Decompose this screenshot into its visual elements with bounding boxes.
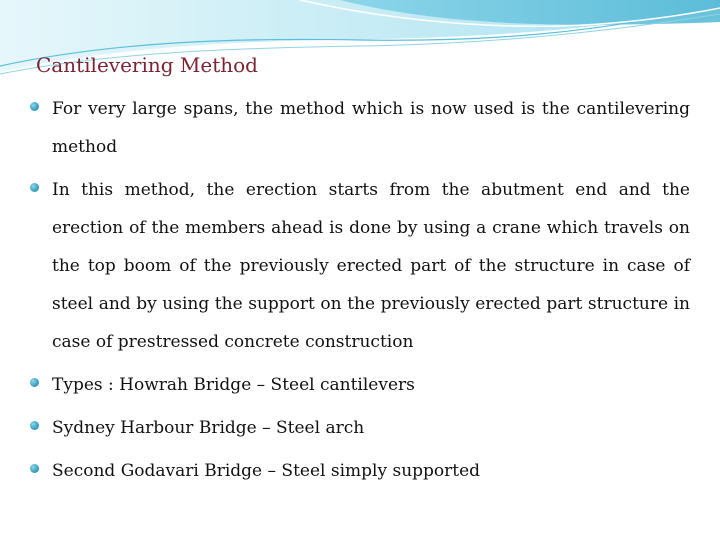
bullet-text: Second Godavari Bridge – Steel simply supported bbox=[52, 461, 481, 481]
bullet-dot-icon bbox=[30, 464, 39, 473]
bullet-list bbox=[30, 90, 690, 495]
bullet-dot-icon bbox=[30, 102, 39, 111]
bullet-dot-icon bbox=[30, 378, 39, 387]
bullet-text: Types : Howrah Bridge – Steel cantilevers bbox=[52, 375, 415, 395]
bullet-text: For very large spans, the method which is now used is the cantilevering method bbox=[52, 99, 690, 157]
bullet-item bbox=[30, 366, 690, 404]
bullet-item bbox=[30, 409, 690, 447]
bullet-item bbox=[30, 171, 690, 361]
bullet-text: In this method, the erection starts from the abutment end and the erection of the members ahead is done by using a crane which travels on the top boom of the previously erected part of the structure in case of steel and by using the support on the previously erected part structure in case of prestressed concrete construction bbox=[52, 180, 690, 352]
slide-title: Cantilevering Method bbox=[36, 53, 258, 77]
bullet-dot-icon bbox=[30, 421, 39, 430]
bullet-item bbox=[30, 452, 690, 490]
bullet-dot-icon bbox=[30, 183, 39, 192]
bullet-text: Sydney Harbour Bridge – Steel arch bbox=[52, 418, 365, 438]
bullet-item bbox=[30, 90, 690, 166]
